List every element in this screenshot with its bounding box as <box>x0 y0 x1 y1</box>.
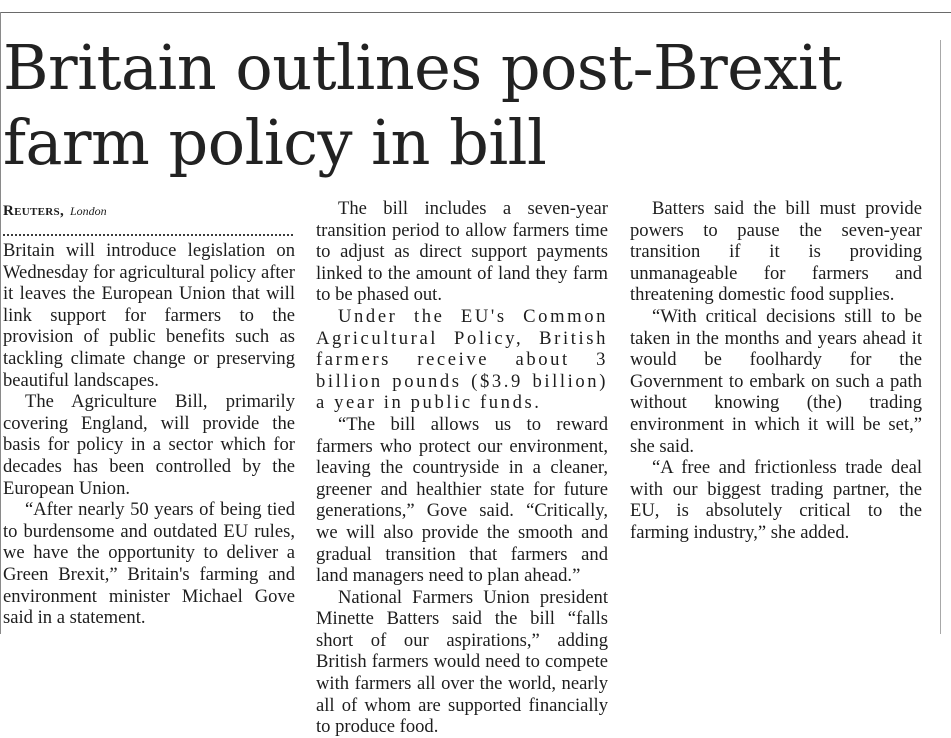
article-paragraph: The bill includes a seven-year transition period to allow farmers time to adjust as direct support payments linked to the amount of land they farm to be phased out. <box>316 198 608 306</box>
article-paragraph: “The bill allows us to reward farmers who protect our environment, leaving the countryside in a cleaner, greener and healthier state for future generations,” Gove said. “Critically, we will also provide the smooth and gradual transition that farmers and land managers need to plan ahead.” <box>316 413 608 587</box>
article-paragraph: Under the EU's Common Agricultural Policy, British farmers receive about 3 billion pounds ($3.9 billion) a year in public funds. <box>316 305 608 414</box>
article-column-2 <box>316 198 608 738</box>
article-paragraph: Batters said the bill must provide powers to pause the seven-year transition if it is providing unmanageable for farmers and threatening domestic food supplies. <box>630 198 922 306</box>
left-column-rule <box>0 12 1 634</box>
article-paragraph: “With critical decisions still to be taken in the months and years ahead it would be foolhardy for the Government to embark on such a path without knowing (the) trading environment in which it will be set,” she said. <box>630 305 922 457</box>
article-paragraph: The Agriculture Bill, primarily covering England, will provide the basis for policy in a sector which for decades has been controlled by the European Union. <box>3 391 295 499</box>
dateline <box>3 198 295 222</box>
article-column-3 <box>630 198 922 544</box>
article-paragraph: Britain will introduce legislation on Wednesday for agricultural policy after it leaves the European Union that will link support for farmers to the provision of public benefits such as tackling climate change or preserving beautiful landscapes. <box>3 240 295 391</box>
byline: Reuters, <box>3 203 64 219</box>
article-paragraph: “A free and frictionless trade deal with our biggest trading partner, the EU, is absolutely critical to the farming industry,” she added. <box>630 457 922 543</box>
right-column-rule <box>940 40 941 634</box>
headline: Britain outlines post-Brexit farm policy in bill <box>3 31 842 179</box>
location: London <box>70 204 107 218</box>
top-rule <box>0 12 951 13</box>
article-column-1 <box>3 198 295 629</box>
article-paragraph: “After nearly 50 years of being tied to burdensome and outdated EU rules, we have the opportunity to deliver a Green Brexit,” Britain's farming and environment minister Michael Gove said in a statement. <box>3 499 295 629</box>
article-paragraph: National Farmers Union president Minette Batters said the bill “falls short of our aspirations,” adding British farmers would need to compete with farmers all over the world, nearly all of whom are supported financially to produce food. <box>316 586 608 738</box>
dotted-divider <box>3 234 293 236</box>
